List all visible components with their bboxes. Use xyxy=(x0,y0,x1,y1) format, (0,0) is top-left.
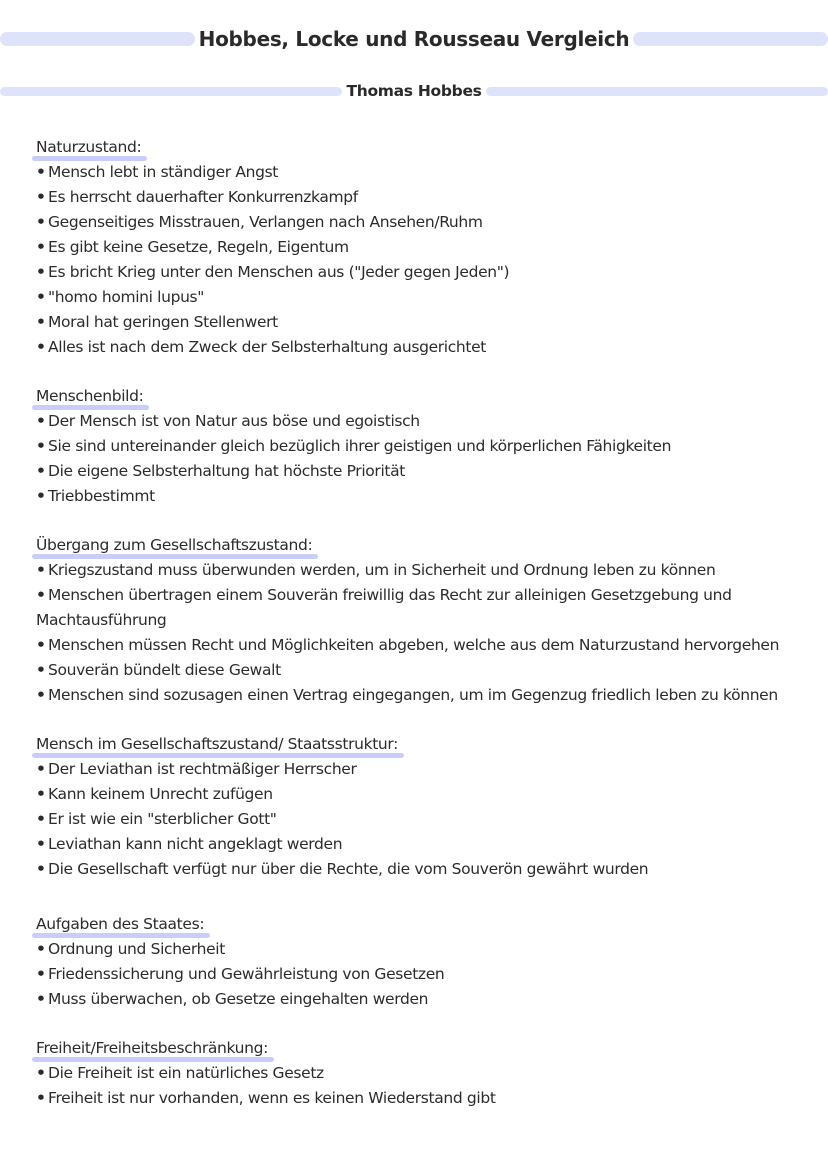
bullet-list xyxy=(36,160,816,360)
list-item-continuation: Machtausführung xyxy=(36,611,167,629)
list-item: • Es herrscht dauerhafter Konkurrenzkampf xyxy=(36,188,358,206)
list-item: • Die eigene Selbsterhaltung hat höchste Priorität xyxy=(36,462,406,480)
list-item: • Friedenssicherung und Gewährleistung von Gesetzen xyxy=(36,965,445,983)
list-item: • Freiheit ist nur vorhanden, wenn es keinen Wiederstand gibt xyxy=(36,1089,496,1107)
subtitle-band xyxy=(0,80,828,102)
bullet-list xyxy=(36,937,816,1012)
list-item: • Gegenseitiges Misstrauen, Verlangen nach Ansehen/Ruhm xyxy=(36,213,483,231)
list-item: • Die Gesellschaft verfügt nur über die Rechte, die vom Souverön gewährt wurden xyxy=(36,860,649,878)
list-item: • Menschen sind sozusagen einen Vertrag eingegangen, um im Gegenzug friedlich leben zu können xyxy=(36,686,778,704)
section-menschenbild xyxy=(36,384,816,509)
list-item: • Leviathan kann nicht angeklagt werden xyxy=(36,835,343,853)
page-title: Hobbes, Locke und Rousseau Vergleich xyxy=(198,27,630,51)
list-item: • Der Leviathan ist rechtmäßiger Herrscher xyxy=(36,760,357,778)
heading-highlight xyxy=(32,405,149,410)
section-freiheit xyxy=(36,1036,816,1111)
heading-highlight xyxy=(32,753,404,758)
list-item: • Souverän bündelt diese Gewalt xyxy=(36,661,281,679)
subtitle-highlight-right xyxy=(486,87,828,96)
heading-highlight xyxy=(32,933,210,938)
notes-content xyxy=(36,135,816,1135)
list-item: • Kriegszustand muss überwunden werden, um in Sicherheit und Ordnung leben zu können xyxy=(36,561,716,579)
title-highlight-left xyxy=(0,32,195,46)
list-item: • Alles ist nach dem Zweck der Selbsterhaltung ausgerichtet xyxy=(36,338,487,356)
list-item: • Menschen müssen Recht und Möglichkeiten abgeben, welche aus dem Naturzustand hervorgehen xyxy=(36,636,780,654)
title-highlight-right xyxy=(633,32,828,46)
page-subtitle: Thomas Hobbes xyxy=(346,82,482,100)
list-item: • Er ist wie ein "sterblicher Gott" xyxy=(36,810,277,828)
list-item: • Ordnung und Sicherheit xyxy=(36,940,225,958)
list-item: • Moral hat geringen Stellenwert xyxy=(36,313,278,331)
section-naturzustand xyxy=(36,135,816,360)
list-item: • Kann keinem Unrecht zufügen xyxy=(36,785,273,803)
section-heading: Freiheit/Freiheitsbeschränkung: xyxy=(36,1036,268,1061)
bullet-list xyxy=(36,1061,816,1111)
section-staatsstruktur xyxy=(36,732,816,882)
bullet-list xyxy=(36,757,816,882)
list-item: • Muss überwachen, ob Gesetze eingehalten werden xyxy=(36,990,429,1008)
list-item: • Triebbestimmt xyxy=(36,487,155,505)
list-item: • Der Mensch ist von Natur aus böse und egoistisch xyxy=(36,412,420,430)
title-band xyxy=(0,26,828,52)
section-uebergang xyxy=(36,533,816,708)
bullet-list xyxy=(36,409,816,509)
section-heading: Naturzustand: xyxy=(36,135,141,160)
section-heading: Übergang zum Gesellschaftszustand: xyxy=(36,533,312,558)
section-heading: Mensch im Gesellschaftszustand/ Staatsstruktur: xyxy=(36,732,398,757)
list-item: • Mensch lebt in ständiger Angst xyxy=(36,163,279,181)
subtitle-highlight-left xyxy=(0,87,342,96)
list-item: • Sie sind untereinander gleich bezüglich ihrer geistigen und körperlichen Fähigkeiten xyxy=(36,437,672,455)
heading-highlight xyxy=(32,1057,274,1062)
heading-highlight xyxy=(32,156,147,161)
list-item: • Es bricht Krieg unter den Menschen aus ("Jeder gegen Jeden") xyxy=(36,263,510,281)
list-item: • Die Freiheit ist ein natürliches Gesetz xyxy=(36,1064,324,1082)
list-item: • "homo homini lupus" xyxy=(36,288,205,306)
section-heading: Menschenbild: xyxy=(36,384,143,409)
list-item: • Es gibt keine Gesetze, Regeln, Eigentum xyxy=(36,238,349,256)
heading-highlight xyxy=(32,554,318,559)
list-item: • Menschen übertragen einem Souverän freiwillig das Recht zur alleinigen Gesetzgebung und xyxy=(36,586,732,604)
section-heading: Aufgaben des Staates: xyxy=(36,912,204,937)
bullet-list xyxy=(36,558,816,708)
section-aufgaben xyxy=(36,912,816,1012)
